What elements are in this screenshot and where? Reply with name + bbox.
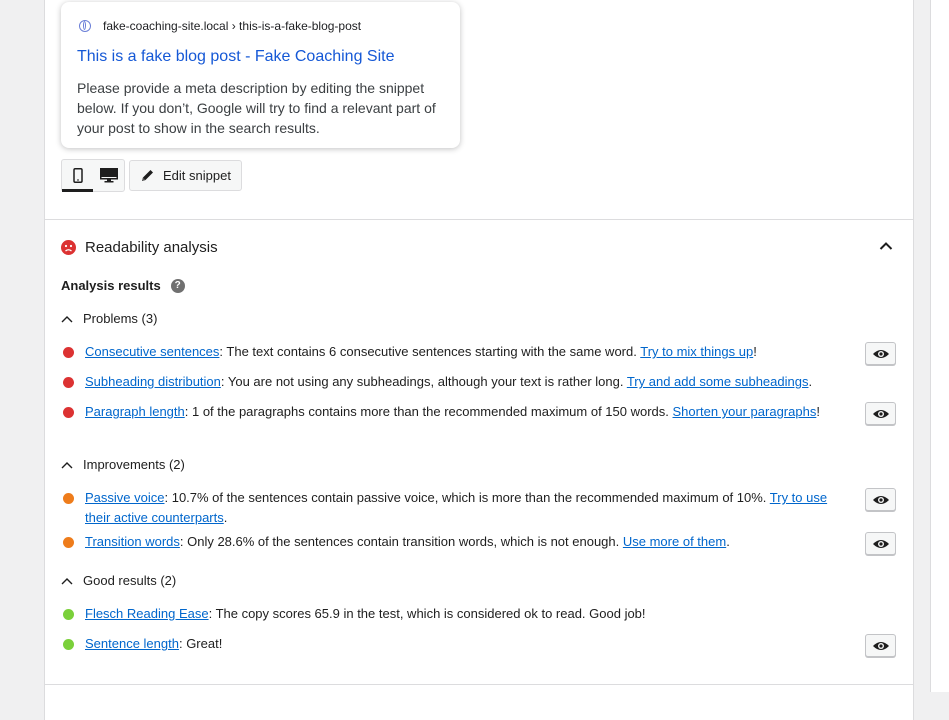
result-item — [61, 372, 841, 392]
mobile-icon — [73, 168, 83, 183]
sad-face-icon — [61, 240, 76, 255]
highlight-eye-button[interactable] — [865, 634, 896, 657]
result-description: : Great! — [178, 636, 223, 651]
result-description: : You are not using any subheadings, although your text is rather long. — [220, 374, 627, 389]
consecutive-sentences-link[interactable]: Consecutive sentences — [85, 344, 220, 359]
edit-snippet-button[interactable] — [129, 160, 242, 191]
result-end: . — [808, 374, 813, 389]
eye-icon — [872, 348, 890, 360]
analysis-results-heading — [61, 278, 185, 293]
result-end: ! — [816, 404, 820, 419]
result-description: : 10.7% of the sentences contain passive voice, which is more than the recommended maximum of 10%. — [164, 490, 770, 505]
result-item — [61, 634, 841, 654]
result-description: : Only 28.6% of the sentences contain transition words, which is not enough. — [179, 534, 623, 549]
eye-icon — [872, 538, 890, 550]
eye-icon — [872, 494, 890, 506]
good-results-toggle[interactable] — [61, 573, 176, 588]
mobile-preview-button[interactable] — [62, 160, 93, 191]
paragraph-length-link[interactable]: Paragraph length — [85, 404, 185, 419]
shorten-paragraphs-link[interactable]: Shorten your paragraphs — [672, 404, 817, 419]
mix-things-up-link[interactable]: Try to mix things up — [640, 344, 754, 359]
readability-header[interactable] — [61, 239, 218, 256]
result-end: . — [223, 509, 228, 525]
passive-voice-link[interactable]: Passive voice — [85, 490, 165, 505]
result-text — [85, 372, 841, 392]
google-preview-card — [61, 2, 460, 148]
result-text — [85, 488, 841, 527]
eye-icon — [872, 640, 890, 652]
preview-url-row — [79, 19, 361, 33]
chevron-up-icon[interactable] — [879, 241, 893, 251]
device-toggle-group — [61, 159, 125, 192]
result-item — [61, 604, 841, 624]
transition-words-link[interactable]: Transition words — [85, 534, 180, 549]
active-counterparts-link[interactable]: Try to use their active counterparts — [85, 490, 828, 525]
highlight-eye-button[interactable] — [865, 532, 896, 555]
result-end: ! — [753, 344, 757, 359]
problem-bullet — [63, 377, 74, 388]
globe-icon — [79, 20, 91, 32]
result-text — [85, 532, 841, 552]
result-text — [85, 402, 841, 422]
improvements-label: Improvements (2) — [83, 457, 185, 472]
preview-title: This is a fake blog post - Fake Coaching Site — [77, 48, 395, 65]
analysis-results-label: Analysis results — [61, 278, 161, 293]
section-divider — [45, 219, 913, 220]
result-text — [85, 342, 841, 362]
scrollbar-track[interactable] — [930, 0, 949, 692]
good-bullet — [63, 609, 74, 620]
highlight-eye-button[interactable] — [865, 342, 896, 365]
good-results-label: Good results (2) — [83, 573, 177, 588]
improvement-bullet — [63, 493, 74, 504]
add-subheadings-link[interactable]: Try and add some subheadings — [626, 374, 809, 389]
highlight-eye-button[interactable] — [865, 488, 896, 511]
result-text — [85, 634, 841, 654]
result-end: . — [726, 534, 730, 549]
desktop-preview-button[interactable] — [93, 160, 124, 191]
problem-bullet — [63, 407, 74, 418]
flesch-reading-ease-link[interactable]: Flesch Reading Ease — [85, 606, 209, 621]
result-text — [85, 604, 841, 624]
problem-bullet — [63, 347, 74, 358]
problems-toggle[interactable] — [61, 311, 157, 326]
chevron-up-icon — [61, 577, 73, 585]
good-bullet — [63, 639, 74, 650]
seo-meta-panel — [44, 0, 914, 720]
result-description: : The text contains 6 consecutive sentences starting with the same word. — [219, 344, 641, 359]
improvements-toggle[interactable] — [61, 457, 185, 472]
desktop-icon — [100, 168, 118, 183]
section-divider — [45, 684, 913, 685]
result-item — [61, 488, 841, 527]
help-icon[interactable]: ? — [171, 279, 185, 293]
result-description: : 1 of the paragraphs contains more than the recommended maximum of 150 words. — [184, 404, 673, 419]
use-more-link[interactable]: Use more of them — [622, 534, 727, 549]
sentence-length-link[interactable]: Sentence length — [85, 636, 179, 651]
subheading-distribution-link[interactable]: Subheading distribution — [85, 374, 221, 389]
chevron-up-icon — [61, 461, 73, 469]
highlight-eye-button[interactable] — [865, 402, 896, 425]
result-item — [61, 342, 841, 362]
problems-label: Problems (3) — [83, 311, 158, 326]
result-item — [61, 402, 841, 422]
result-item — [61, 532, 841, 552]
preview-description: Please provide a meta description by editing the snippet below. If you don’t, Google will try to find a relevant part of your post to show in the search results. — [77, 80, 436, 136]
result-description: : The copy scores 65.9 in the test, which is considered ok to read. Good job! — [208, 606, 646, 621]
readability-title: Readability analysis — [85, 239, 218, 256]
chevron-up-icon — [61, 315, 73, 323]
pencil-icon — [140, 168, 155, 183]
edit-snippet-label: Edit snippet — [163, 168, 231, 183]
improvement-bullet — [63, 537, 74, 548]
eye-icon — [872, 408, 890, 420]
preview-breadcrumb: fake-coaching-site.local › this-is-a-fake-blog-post — [103, 19, 362, 33]
